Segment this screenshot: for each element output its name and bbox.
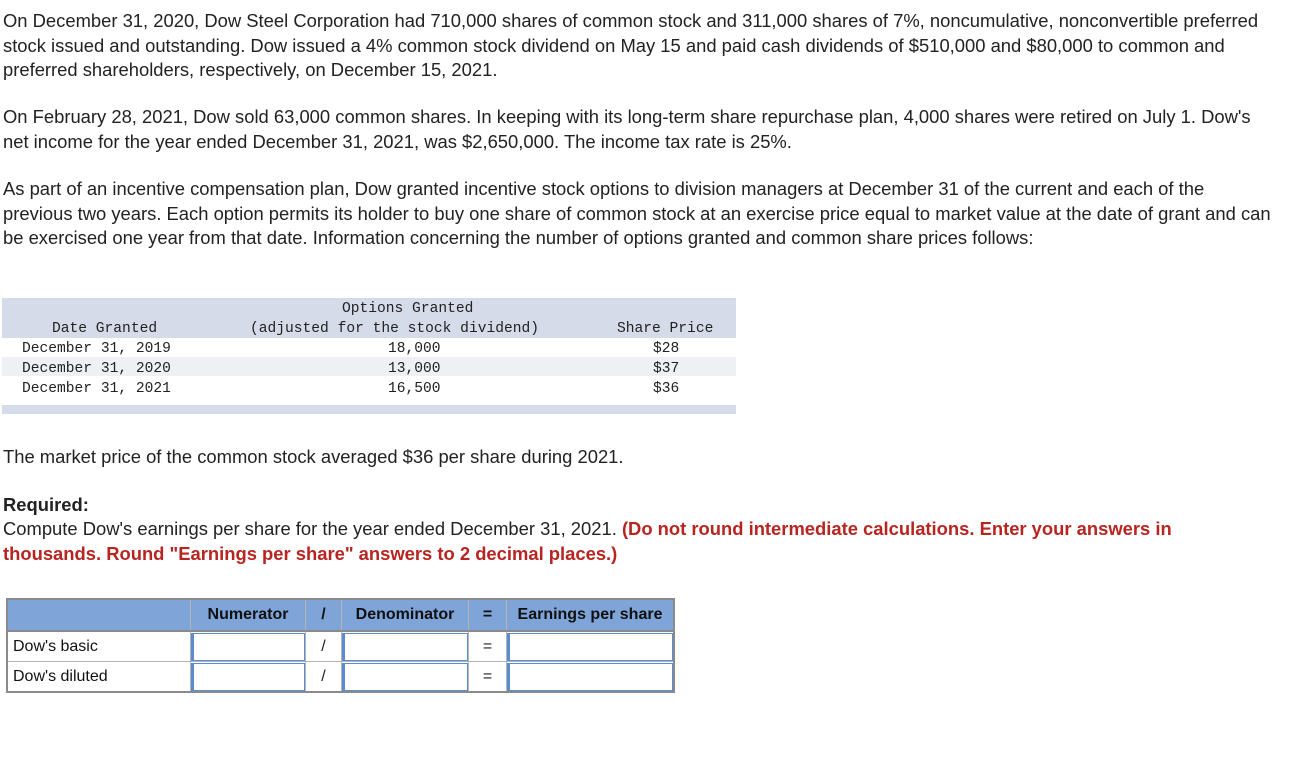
header-divide-sign: / [306, 599, 342, 631]
divide-sign: / [306, 631, 342, 662]
header-date-granted: Date Granted [52, 321, 158, 337]
denominator-cell [342, 662, 469, 693]
numerator-cell [191, 631, 306, 662]
header-options-line1: Options Granted [342, 301, 474, 317]
basic-numerator-input[interactable] [191, 633, 305, 661]
option-row-price: $37 [653, 361, 680, 377]
header-denominator: Denominator [342, 599, 469, 631]
row-label-basic: Dow's basic [7, 631, 191, 662]
eps-cell [507, 662, 675, 693]
header-earnings-per-share: Earnings per share [507, 599, 675, 631]
required-heading: Required: [3, 494, 89, 515]
rounding-instruction: (Do not round intermediate calculations. Enter your answers in thousands. Round "Earnings per share" answers to 2 decimal places.) [3, 518, 1172, 564]
answer-row-diluted [7, 662, 674, 693]
option-row-date: December 31, 2020 [22, 361, 171, 377]
eps-answer-grid [6, 598, 675, 693]
answer-grid-header [7, 599, 674, 631]
option-row-count: 18,000 [388, 341, 441, 357]
equals-sign: = [469, 662, 507, 693]
paragraph-stock-options: As part of an incentive compensation plan, Dow granted incentive stock options to division managers at December 31 of the current and each of the previous two years. Each option permits its holder to buy one share of common stock at an exercise price equal to market value at the date of grant and can be exercised one year from that date. Information concerning the number of options granted and common share prices follows: [3, 178, 1271, 248]
option-row-price: $36 [653, 381, 680, 397]
option-row-count: 13,000 [388, 361, 441, 377]
option-row-count: 16,500 [388, 381, 441, 397]
header-options-line2: (adjusted for the stock dividend) [250, 321, 540, 337]
diluted-eps-input[interactable] [507, 663, 673, 691]
header-equals-sign: = [469, 599, 507, 631]
row-label-diluted: Dow's diluted [7, 662, 191, 693]
option-row-price: $28 [653, 341, 680, 357]
options-table [2, 298, 736, 414]
options-table-footer-bar [2, 405, 736, 414]
option-row-date: December 31, 2021 [22, 381, 171, 397]
equals-sign: = [469, 631, 507, 662]
required-instructions [3, 517, 1273, 566]
option-row-date: December 31, 2019 [22, 341, 171, 357]
diluted-numerator-input[interactable] [191, 663, 305, 691]
diluted-denominator-input[interactable] [342, 663, 468, 691]
numerator-cell [191, 662, 306, 693]
header-numerator: Numerator [191, 599, 306, 631]
paragraph-company-shares: On December 31, 2020, Dow Steel Corporation had 710,000 shares of common stock and 311,000 shares of 7%, noncumulative, nonconvertible preferred stock issued and outstanding. Dow issued a 4% common stock dividend on May 15 and paid cash dividends of $510,000 and $80,000 to common and preferred shareholders, respectively, on December 15, 2021. [3, 10, 1259, 80]
paragraph-share-changes: On February 28, 2021, Dow sold 63,000 common shares. In keeping with its long-term share repurchase plan, 4,000 shares were retired on July 1. Dow's net income for the year ended December 31, 2021, was $2,650,000. The income tax rate is 25%. [3, 106, 1251, 152]
answer-row-basic [7, 631, 674, 662]
header-blank-cell [7, 599, 191, 631]
basic-denominator-input[interactable] [342, 633, 468, 661]
basic-eps-input[interactable] [507, 633, 673, 661]
paragraph-market-price: The market price of the common stock averaged $36 per share during 2021. [3, 446, 624, 467]
denominator-cell [342, 631, 469, 662]
header-share-price: Share Price [617, 321, 714, 337]
required-text: Compute Dow's earnings per share for the year ended December 31, 2021. [3, 518, 622, 539]
divide-sign: / [306, 662, 342, 693]
eps-cell [507, 631, 675, 662]
